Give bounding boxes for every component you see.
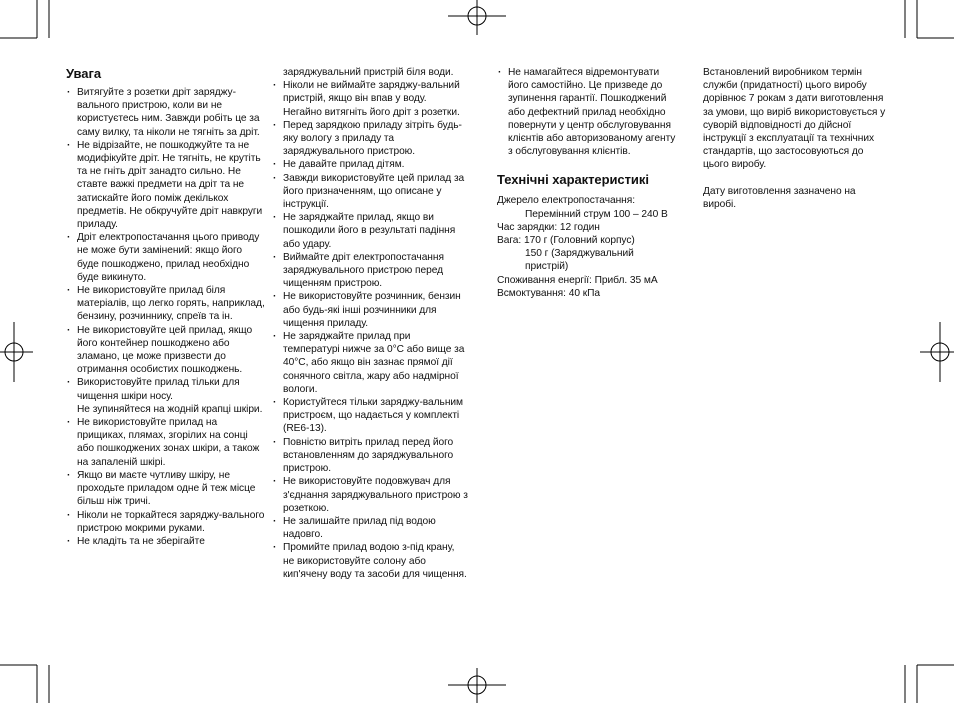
suction-power: Всмоктування: 40 кПа (497, 287, 601, 299)
specifications-title: Технічні характеристикі (497, 172, 649, 188)
list-item: · Не використовуйте прилад на прищиках, плямах, згорілих на сонці або пошкоджених зонах шкіри, а також на запаленій шкірі. (66, 416, 266, 469)
list-item: · Не кладіть та не зберігайте (66, 535, 266, 548)
warning-title: Увага (66, 66, 102, 81)
charging-time: Час зарядки: 12 годин (497, 221, 600, 233)
registration-mark-bottom (448, 668, 506, 703)
list-item-continuation: заряджувальний пристрій біля води. (283, 67, 454, 78)
list-item: · Не використовуйте подовжувач для з'єднання заряджувального пристрою з розеткою. (272, 475, 468, 515)
list-item: · Завжди використовуйте цей прилад за його призначенням, що описане у інструкції. (272, 172, 468, 212)
weight-main: Вага: 170 г (Головний корпус) (497, 235, 635, 247)
power-source-value: Перемінний струм 100 – 240 В (525, 208, 668, 220)
list-item: · Ніколи не торкайтеся заряджу-вального пристрою мокрими руками. (66, 509, 266, 535)
list-item: · Якщо ви маєте чутливу шкіру, не проходьте приладом одне й теж місце більш ніж тричі. (66, 469, 266, 509)
list-item: · Промийте прилад водою з-під крану, не використовуйте солону або кип'ячену воду та засоби для чищення. (272, 541, 468, 581)
power-consumption: Споживання енергії: Прибл. 35 мА (497, 274, 658, 286)
list-item: · Витягуйте з розетки дріт заряджу-вального пристрою, коли ви не користуєтесь ним. Завжди робіть це за саму вилку, та ніколи не тягніть за дріт. (66, 86, 266, 139)
power-source-label: Джерело електропостачання: (497, 195, 635, 207)
list-item: · Не відрізайте, не пошкоджуйте та не модифікуйте дріт. Не тягніть, не крутіть та не гніть дріт занадто сильно. Не ставте важкі предмети на дріт та не затискайте його поміж декількох предметів. Не обкручуйте дріт навкруги приладу. (66, 139, 266, 231)
list-item: · Перед зарядкою приладу зітріть будь-яку вологу з приладу та заряджувального пристрою. (272, 119, 468, 159)
column-4 (703, 66, 888, 224)
list-item: · Не заряджайте прилад, якщо ви пошкодили його в результаті падіння або удару. (272, 211, 468, 251)
registration-mark-right (920, 322, 954, 382)
list-item: · Повністю витріть прилад перед його встановленням до заряджувального пристрою. (272, 436, 468, 476)
list-item: · Ніколи не виймайте заряджу-вальний пристрій, якщо він впав у воду. Негайно витягніть його дріт з розетки. (272, 79, 468, 119)
specifications (497, 194, 677, 300)
column-1 (66, 66, 266, 548)
list-item: · Не використовуйте цей прилад, якщо його контейнер пошкоджено або зламано, це може призвести до отримання особистих пошкоджень. (66, 324, 266, 377)
column-2 (272, 66, 468, 581)
list-item-continuation: Не зупиняйтеся на жодній крапці шкіри. (77, 403, 263, 415)
warning-list-end (497, 66, 677, 158)
warning-list (66, 86, 266, 548)
list-item: · Не залишайте прилад під водою надовго. (272, 515, 468, 541)
list-item: · Використовуйте прилад тільки для чищення шкіри носу. (66, 376, 266, 402)
list-item: · Не намагайтеся відремонтувати його самостійно. Це призведе до зупинення гарантії. Пошкоджений або дефектний прилад необхідно повернути у центр обслуговування клієнтів або авторизованому агенту з обслуговування клієнтів. (497, 66, 677, 158)
registration-mark-top (448, 0, 506, 35)
list-item: · Не використовуйте прилад біля матеріалів, що легко горять, наприклад, бензину, розчиннику, спреїв та ін. (66, 284, 266, 324)
column-3 (497, 66, 677, 300)
list-item: · Користуйтеся тільки заряджу-вальним пристроєм, що надається у комплекті (RE6-13). (272, 396, 468, 436)
manufacture-date-paragraph: Дату виготовлення зазначено на виробі. (703, 185, 856, 210)
weight-charger: 150 г (Заряджувальний пристрій) (525, 248, 634, 273)
list-item: · Не використовуйте розчинник, бензин або будь-які інші розчинники для чищення приладу. (272, 290, 468, 330)
list-item: · Не давайте прилад дітям. (272, 158, 468, 171)
service-life-paragraph: Встановлений виробником термін служби (придатності) цього виробу дорівнює 7 рокам з дати виготовлення за умови, що виріб використовується у суворій відповідності до дійсної інструкції з експлуатації та технічних стандартів, що застосовуються до цього виробу. (703, 67, 886, 171)
registration-mark-left (0, 322, 33, 382)
list-item: · Не заряджайте прилад при температурі нижче за 0°С або вище за 40°С, або якщо він зазнає прямої дії сонячного світла, жару або надмірної вологи. (272, 330, 468, 396)
warning-list-continued (272, 66, 468, 581)
list-item: · Дріт електропостачання цього приводу не може бути замінений: якщо його буде пошкоджено, прилад необхідно буде викинуто. (66, 231, 266, 284)
list-item: · Виймайте дріт електропостачання заряджувального пристрою перед чищенням пристрою. (272, 251, 468, 291)
